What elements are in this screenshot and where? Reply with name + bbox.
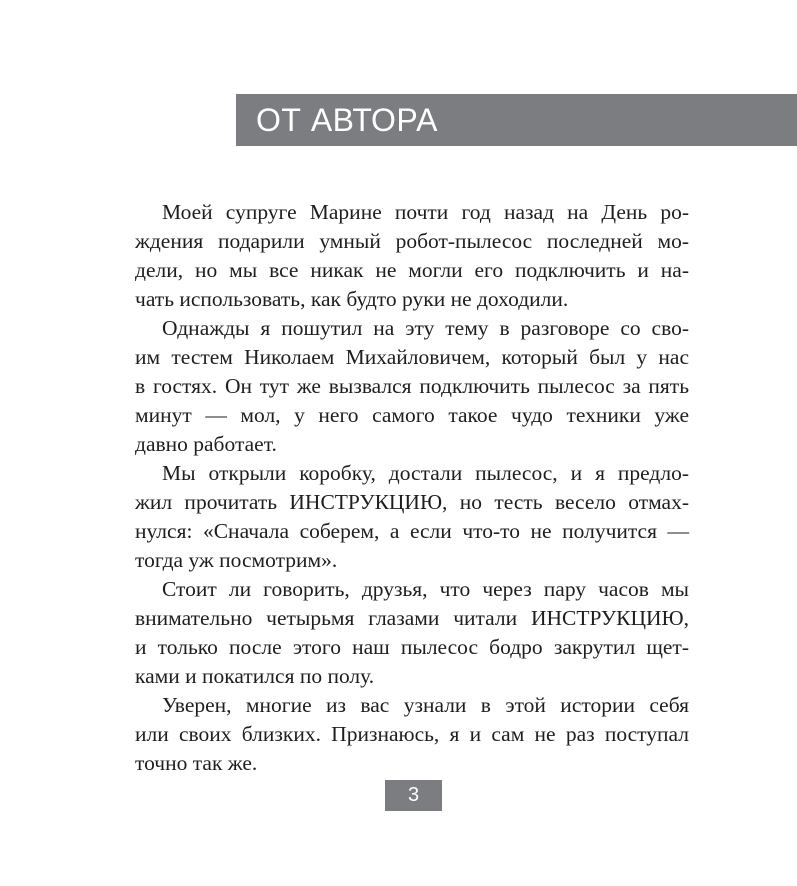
paragraph (135, 691, 689, 778)
text-line: давно работает. (135, 432, 277, 456)
text-line: Однажды я пошутил на эту тему в разговоре со сво- (162, 316, 689, 340)
text-line: тогда уж посмотрим». (135, 548, 338, 572)
text-line: Уверен, многие из вас узнали в этой истории себя (162, 693, 689, 717)
text-line: Мы открыли коробку, достали пылесос, и я предло- (162, 461, 689, 485)
text-line: нулся: «Сначала соберем, а если что-то не получится — (135, 519, 689, 543)
text-line: в гостях. Он тут же вызвался подключить пылесос за пять (135, 374, 689, 398)
text-line: ками и покатился по полу. (135, 664, 375, 688)
paragraph (135, 459, 689, 575)
text-line: им тестем Николаем Михайловичем, который был у нас (135, 345, 689, 369)
text-line: или своих близких. Признаюсь, я и сам не раз поступал (135, 722, 689, 746)
page-number: 3 (385, 780, 442, 811)
text-line: точно так же. (135, 751, 258, 775)
text-line: дели, но мы все никак не могли его подключить и на- (135, 258, 689, 282)
text-line: жил прочитать ИНСТРУКЦИЮ, но тесть весело отмах- (135, 490, 689, 514)
text-line: и только после этого наш пылесос бодро закрутил щет- (135, 635, 689, 659)
text-line: чать использовать, как будто руки не доходили. (135, 287, 569, 311)
text-line: ждения подарили умный робот-пылесос последней мо- (135, 229, 689, 253)
text-line: Моей супруге Марине почти год назад на День ро- (162, 200, 689, 224)
body-text (135, 198, 689, 778)
paragraph (135, 314, 689, 459)
paragraph (135, 575, 689, 691)
text-line: внимательно четырьмя глазами читали ИНСТРУКЦИЮ, (135, 606, 689, 630)
paragraph (135, 198, 689, 314)
section-heading-title: ОТ АВТОРА (256, 102, 438, 138)
text-line: Стоит ли говорить, друзья, что через пару часов мы (162, 577, 689, 601)
section-heading-bar (236, 94, 797, 146)
text-line: минут — мол, у него самого такое чудо техники уже (135, 403, 689, 427)
